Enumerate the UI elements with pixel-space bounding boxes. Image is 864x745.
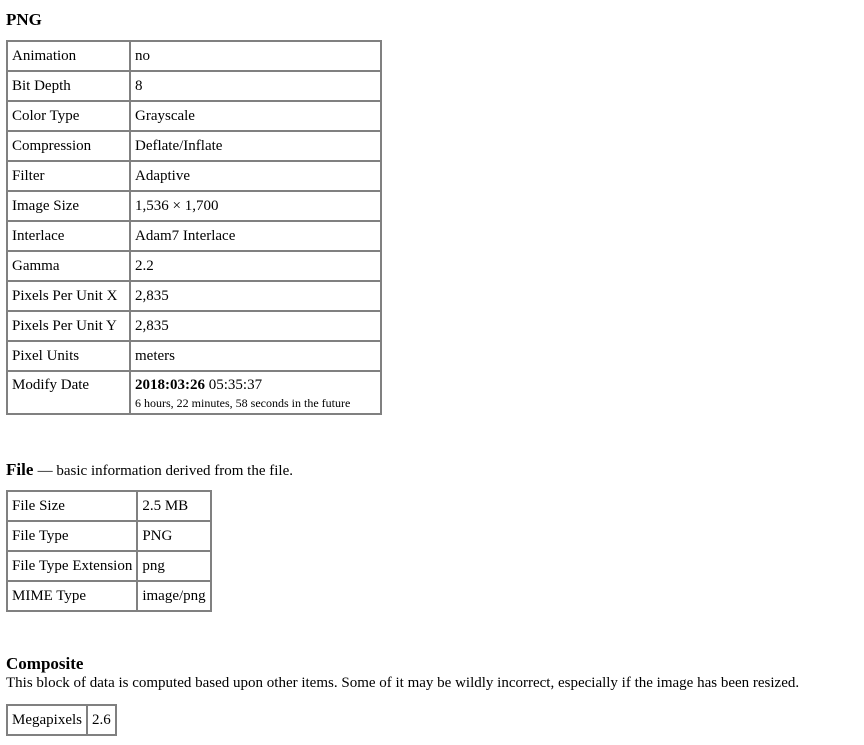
table-row bbox=[7, 281, 381, 311]
row-value: 2.2 bbox=[130, 251, 381, 281]
file-table bbox=[6, 490, 212, 612]
row-label: Modify Date bbox=[7, 371, 130, 414]
table-row-modify-date bbox=[7, 371, 381, 414]
row-label: Pixels Per Unit X bbox=[7, 281, 130, 311]
row-label: File Size bbox=[7, 491, 137, 521]
modify-date-value bbox=[130, 371, 381, 414]
table-row bbox=[7, 161, 381, 191]
row-value: 8 bbox=[130, 71, 381, 101]
row-label: Compression bbox=[7, 131, 130, 161]
row-label: Gamma bbox=[7, 251, 130, 281]
row-value: 2,835 bbox=[130, 281, 381, 311]
row-label: Color Type bbox=[7, 101, 130, 131]
table-row bbox=[7, 551, 211, 581]
row-value: Deflate/Inflate bbox=[130, 131, 381, 161]
row-label: File Type Extension bbox=[7, 551, 137, 581]
composite-description: This block of data is computed based upon other items. Some of it may be wildly incorrect, especially if the image has been resized. bbox=[6, 675, 800, 691]
table-row bbox=[7, 131, 381, 161]
table-row bbox=[7, 521, 211, 551]
row-label: Animation bbox=[7, 41, 130, 71]
composite-table bbox=[6, 704, 117, 736]
png-heading: PNG bbox=[6, 10, 42, 29]
row-value: 2.6 bbox=[87, 705, 116, 735]
modify-date-date: 2018:03:26 bbox=[135, 377, 205, 393]
row-label: Bit Depth bbox=[7, 71, 130, 101]
file-heading bbox=[6, 460, 293, 481]
row-label: Pixel Units bbox=[7, 341, 130, 371]
table-row bbox=[7, 251, 381, 281]
row-label: Filter bbox=[7, 161, 130, 191]
row-value: 2,835 bbox=[130, 311, 381, 341]
table-row bbox=[7, 705, 116, 735]
table-row bbox=[7, 221, 381, 251]
modify-date-time: 05:35:37 bbox=[208, 377, 263, 393]
file-table-wrap bbox=[6, 490, 212, 612]
row-value: 2.5 MB bbox=[137, 491, 210, 521]
row-label: Megapixels bbox=[7, 705, 87, 735]
table-row bbox=[7, 581, 211, 611]
row-value: Grayscale bbox=[130, 101, 381, 131]
file-subtitle: — basic information derived from the file. bbox=[37, 463, 293, 479]
composite-section bbox=[6, 654, 799, 692]
table-row bbox=[7, 491, 211, 521]
table-row bbox=[7, 311, 381, 341]
row-value: png bbox=[137, 551, 210, 581]
file-title: File bbox=[6, 460, 34, 479]
row-label: Pixels Per Unit Y bbox=[7, 311, 130, 341]
table-row bbox=[7, 101, 381, 131]
row-value: 1,536 × 1,700 bbox=[130, 191, 381, 221]
row-value: meters bbox=[130, 341, 381, 371]
row-label: MIME Type bbox=[7, 581, 137, 611]
table-row bbox=[7, 191, 381, 221]
png-section bbox=[6, 10, 42, 30]
row-value: PNG bbox=[137, 521, 210, 551]
modify-date-main bbox=[135, 377, 376, 394]
row-value: Adaptive bbox=[130, 161, 381, 191]
table-row bbox=[7, 71, 381, 101]
row-value: image/png bbox=[137, 581, 210, 611]
table-row bbox=[7, 41, 381, 71]
row-value: Adam7 Interlace bbox=[130, 221, 381, 251]
row-label: File Type bbox=[7, 521, 137, 551]
composite-table-wrap bbox=[6, 704, 117, 736]
row-value: no bbox=[130, 41, 381, 71]
file-section bbox=[6, 460, 293, 481]
png-table bbox=[6, 40, 382, 415]
row-label: Image Size bbox=[7, 191, 130, 221]
modify-date-relative: 6 hours, 22 minutes, 58 seconds in the future bbox=[135, 396, 351, 410]
table-row bbox=[7, 341, 381, 371]
row-label: Interlace bbox=[7, 221, 130, 251]
composite-heading: Composite bbox=[6, 654, 84, 673]
png-table-wrap bbox=[6, 40, 382, 415]
